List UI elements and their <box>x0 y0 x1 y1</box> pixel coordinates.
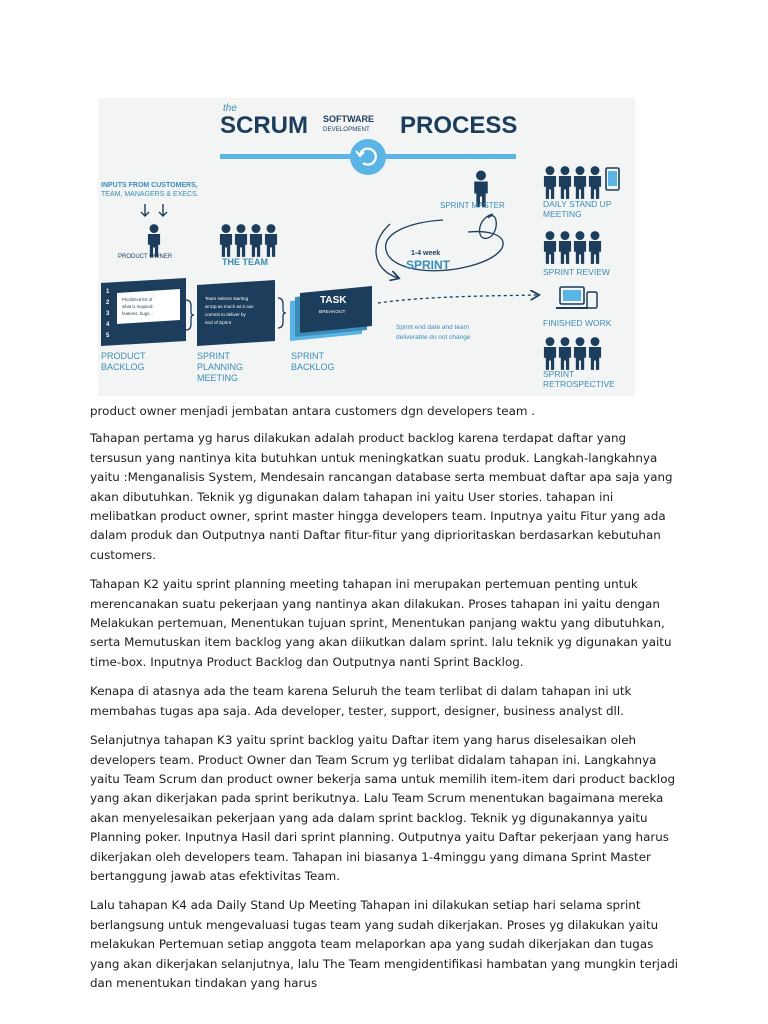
title-software: SOFTWARE <box>323 114 374 124</box>
retrospective-label-2: RETROSPECTIVE <box>543 379 615 389</box>
sprint-weeks-label: 1-4 week <box>411 250 441 257</box>
infographic-svg <box>98 98 635 396</box>
product-backlog-card <box>101 278 186 346</box>
sprint-backlog-label-2: BACKLOG <box>291 362 335 372</box>
planning-label-1: SPRINT <box>197 351 231 361</box>
backlog-card-text-1: Prioritized list of <box>122 297 153 302</box>
title-the: the <box>223 103 237 114</box>
paragraph-4: Kenapa di atasnya ada the team karena Seluruh the team terlibat di dalam tahapan ini utk membahas tugas apa saja. Ada developer, tester, support, designer, business analyst dll. <box>90 684 632 718</box>
cycle-circle <box>350 139 386 175</box>
sprint-backlog-label-1: SPRINT <box>291 351 325 361</box>
down-arrows-icon <box>141 204 167 216</box>
product-backlog-label-1: PRODUCT <box>101 351 146 361</box>
sprint-review-label: SPRINT REVIEW <box>543 267 610 277</box>
product-backlog-label-2: BACKLOG <box>101 362 145 372</box>
backlog-card-text-2: what is required: <box>122 304 154 309</box>
title-development: DEVELOPMENT <box>323 126 370 133</box>
finished-work-icon <box>556 287 597 308</box>
paragraph-3: Tahapan K2 yaitu sprint planning meeting tahapan ini merupakan pertemuan penting untuk merencanakan suatu pekerjaan yang nantinya akan dilakukan. Proses tahapan ini yaitu dengan Melakukan pertemuan, Menentukan tujuan sprint, Menentukan panjang waktu yang dibutuhkan, serta Memutuskan item backlog yang akan diikutkan dalam sprint. lalu teknik yg digunakan yaitu time-box. Inputnya Product Backlog dan Outputnya nanti Sprint Backlog. <box>90 577 672 669</box>
title-scrum: SCRUM <box>220 112 308 139</box>
scrum-process-infographic <box>98 98 635 396</box>
sprint-master-label: SPRINT MASTER <box>440 201 505 210</box>
inputs-line-2: TEAM, MANAGERS & EXECS. <box>101 191 199 198</box>
paragraph-1: product owner menjadi jembatan antara customers dgn developers team . <box>90 404 536 418</box>
inputs-line-1: INPUTS FROM CUSTOMERS, <box>101 182 198 189</box>
task-label: TASK <box>320 295 347 306</box>
task-breakout-cards <box>290 286 372 341</box>
backlog-num-1: 1 <box>106 289 110 295</box>
planning-card-text-2: at top as much as it can <box>205 304 254 309</box>
finished-work-label: FINISHED WORK <box>543 318 612 328</box>
paragraph-5: Selanjutnya tahapan K3 yaitu sprint backlog yaitu Daftar item yang harus diselesaikan oleh developers team. Product Owner dan Team Scrum yg terlibat didalam tahapan ini. Langkahnya yaitu Team Scrum dan product owner bekerja sama untuk memilih item-item dari product backlog yang akan dikerjakan pada sprint berikutnya. Lalu Team Scrum menentukan bagaimana mereka akan menyelesaikan pekerjaan yang ada dalam sprint backlog. Teknik yg digunakannya yaitu Planning poker. Inputnya Hasil dari sprint planning. Outputnya yaitu Daftar pekerjaan yang harus dikerjakan oleh developers team. Tahapan ini biasanya 1-4minggu yang dimana Sprint Master bertanggung jawab atas efektivitas Team. <box>90 733 676 883</box>
daily-standup-label-2: MEETING <box>543 209 582 219</box>
product-owner-label: PRODUCT OWNER <box>118 254 173 260</box>
planning-card-text-3: commit to deliver by <box>205 312 246 317</box>
product-owner-icon <box>148 224 160 257</box>
paragraph-2: Tahapan pertama yg harus dilakukan adalah product backlog karena terdapat daftar yang tersusun yang nantinya kita butuhkan untuk meningkatkan suatu produk. Langkah-langkahnya yaitu :Menganalisis System, Mendesain rancangan database serta membuat daftar apa saja yang akan dibutuhkan. Teknik yg digunakan dalam tahapan ini yaitu User stories. tahapan ini melibatkan product owner, sprint master hingga developers team. Inputnya yaitu Fitur yang ada dalam produk dan Outputnya nanti Daftar fitur-fitur yang diprioritaskan berdasarkan kebutuhan customers. <box>90 431 673 562</box>
sprint-planning-card <box>197 280 275 346</box>
title-process: PROCESS <box>400 112 518 139</box>
planning-label-3: MEETING <box>197 373 239 383</box>
brace-2-icon <box>278 298 286 328</box>
daily-standup-icon <box>544 166 619 199</box>
daily-standup-label-1: DAILY STAND UP <box>543 199 612 209</box>
planning-label-2: PLANNING <box>197 362 244 372</box>
retrospective-label-1: SPRINT <box>543 369 575 379</box>
backlog-num-3: 3 <box>106 311 110 317</box>
end-date-line-1: Sprint end date and team <box>396 324 469 331</box>
breakout-label: BREAKOUT <box>319 310 346 315</box>
sprint-label: SPRINT <box>406 258 451 272</box>
team-icon <box>220 224 277 257</box>
the-team-label: THE TEAM <box>222 257 268 267</box>
brace-1-icon <box>186 300 194 330</box>
backlog-num-4: 4 <box>106 322 110 328</box>
backlog-num-5: 5 <box>106 333 110 339</box>
planning-card-text-4: end of Sprint <box>205 320 232 325</box>
sprint-review-icon <box>544 231 601 264</box>
document-body <box>90 402 680 1003</box>
backlog-num-2: 2 <box>106 300 110 306</box>
end-date-line-2: deliverable do not change <box>396 334 471 341</box>
sprint-retrospective-icon <box>544 337 601 370</box>
planning-card-text-1: Team selects starting <box>205 296 249 301</box>
dashed-arrow <box>378 295 538 303</box>
backlog-card-text-3: features, bugs... <box>122 311 153 316</box>
paragraph-6: Lalu tahapan K4 ada Daily Stand Up Meeting Tahapan ini dilakukan setiap hari selama sprint berlangsung untuk mengevaluasi tugas team yang sudah dikerjakan. Proses yg dilakukan yaitu melakukan Pertemuan setiap anggota team melaporkan apa yang sudah dikerjakan dan tugas yang akan dikerjakan selanjutnya, lalu The Team mengidentifikasi hambatan yang mungkin terjadi dan menentukan tindakan yang harus <box>90 898 679 990</box>
